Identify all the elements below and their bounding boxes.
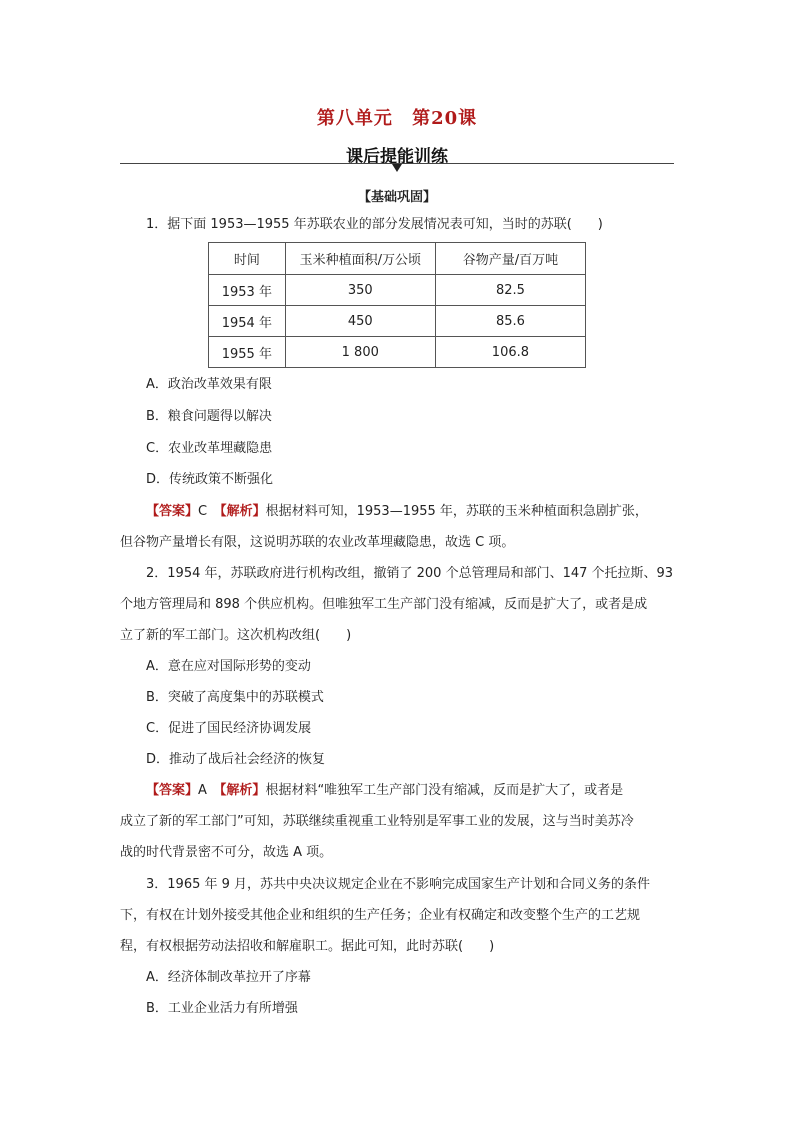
answer-value: C [198,504,221,519]
q3-stem: 3．1965 年 9 月，苏共中央决议规定企业在不影响完成国家生产计划和合同义务的条件 [146,877,651,892]
analysis-tag: 【解析】 [220,504,266,519]
q2-answer-line [146,782,623,800]
answer-tag: 【答案】 [146,504,199,519]
table-cell: 1953 年 [209,275,286,306]
q2-analysis-line: 成立了新的军工部门”可知，苏联继续重视重工业特别是军事工业的发展，这与当时美苏冷 [120,814,634,829]
table-cell: 1955 年 [209,337,286,368]
q3-option-a: A．经济体制改革拉开了序幕 [146,970,311,985]
q2-stem-cont: 个地方管理局和 898 个供应机构。但唯独军工生产部门没有缩减，反而是扩大了，或者是成 [120,597,648,612]
q1-option-b: B．粮食问题得以解决 [146,409,272,424]
q1-option-d: D．传统政策不断强化 [146,472,274,487]
q2-stem-cont: 立了新的军工部门。这次机构改组( ) [120,628,352,643]
lesson-number: 第20课 [412,108,478,129]
triangle-marker-icon [392,164,402,172]
q1-option-a: A．政治改革效果有限 [146,377,272,392]
q2-option-a: A．意在应对国际形势的变动 [146,659,311,674]
answer-tag: 【答案】 [146,783,199,798]
q3-stem-cont: 程，有权根据劳动法招收和解雇职工。据此可知，此时苏联( ) [120,939,495,954]
unit-title: 第八单元 [316,108,393,129]
q1-answer-line [146,503,648,521]
table-row [209,275,586,306]
q3-stem-cont: 下，有权在计划外接受其他企业和组织的生产任务；企业有权确定和改变整个生产的工艺规 [120,908,641,923]
q1-analysis-line: 但谷物产量增长有限，这说明苏联的农业改革埋藏隐患，故选 C 项。 [120,535,515,550]
q2-option-d: D．推动了战后社会经济的恢复 [146,752,326,767]
table-cell: 1 800 [285,337,435,368]
table-row [209,306,586,337]
page-subtitle: 课后提能训练 [346,147,448,167]
table-row [209,337,586,368]
table-header-cell: 玉米种植面积/万公顷 [285,243,435,275]
table-cell: 82.5 [435,275,585,306]
q2-analysis-line: 战的时代背景密不可分，故选 A 项。 [120,845,333,860]
lesson-title [0,104,794,130]
section-heading: 【基础巩固】 [357,190,436,205]
answer-value: A [198,783,220,798]
table-header-row [209,243,586,275]
q1-stem: 1．据下面 1953—1955 年苏联农业的部分发展情况表可知，当时的苏联( ) [146,217,603,232]
q2-option-b: B．突破了高度集中的苏联模式 [146,690,324,705]
q1-data-table [208,242,586,368]
table-header-cell: 时间 [209,243,286,275]
q2-stem: 2．1954 年，苏联政府进行机构改组，撤销了 200 个总管理局和部门、147 个托拉斯、93 [146,566,674,581]
analysis-text: 根据材料可知，1953—1955 年，苏联的玉米种植面积急剧扩张， [265,504,648,519]
table-cell: 450 [285,306,435,337]
table-cell: 85.6 [435,306,585,337]
analysis-tag: 【解析】 [219,783,266,798]
table-cell: 106.8 [435,337,585,368]
table-cell: 1954 年 [209,306,286,337]
table-cell: 350 [285,275,435,306]
q2-option-c: C．促进了国民经济协调发展 [146,721,312,736]
q3-option-b: B．工业企业活力有所增强 [146,1001,298,1016]
analysis-text: 根据材料“唯独军工生产部门没有缩减，反而是扩大了，或者是 [265,783,624,798]
table-header-cell: 谷物产量/百万吨 [435,243,585,275]
q1-option-c: C．农业改革埋藏隐患 [146,441,273,456]
